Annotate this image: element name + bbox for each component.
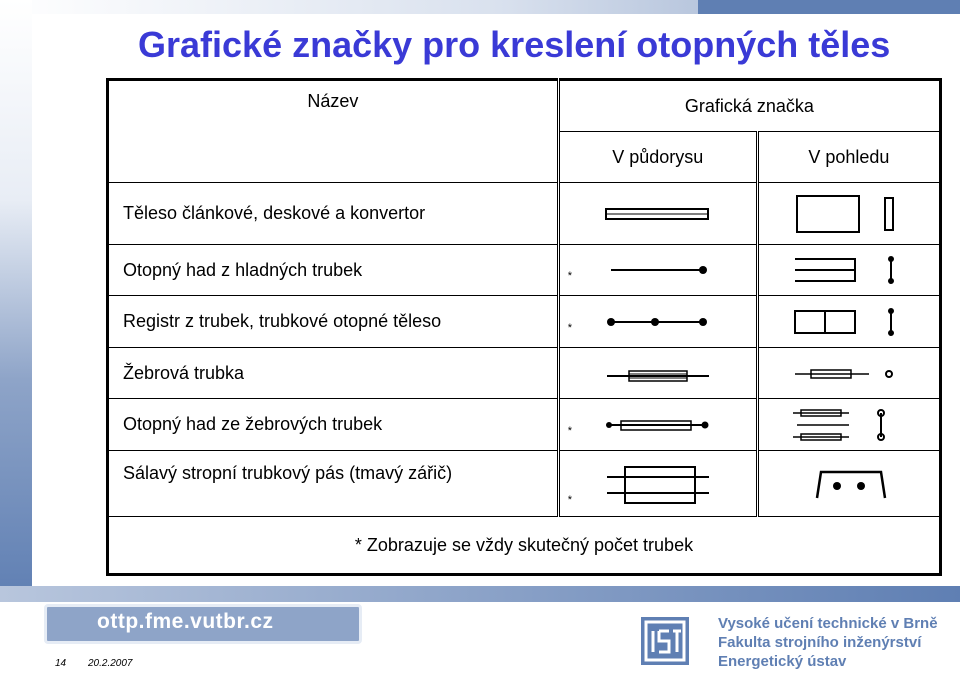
view-symbol-cell	[757, 245, 940, 296]
radiant-strip-plan-symbol	[603, 459, 713, 509]
table-row	[108, 296, 941, 348]
view-symbol-cell	[757, 399, 940, 451]
page-number: 14	[55, 658, 67, 669]
plan-symbol-cell	[558, 451, 757, 517]
university-logo-icon	[640, 616, 690, 666]
institution-block	[718, 614, 938, 671]
table-row	[108, 245, 941, 296]
finned-coil-view-symbol	[789, 407, 909, 443]
pipe-register-plan-symbol	[603, 312, 713, 332]
radiant-strip-view-symbol	[789, 464, 909, 504]
note-marker: *	[567, 424, 573, 437]
table-row	[108, 348, 941, 399]
note-marker: *	[567, 321, 573, 334]
finned-tube-plan-symbol	[603, 362, 713, 384]
institution-university: Vysoké učení technické v Brně	[718, 615, 938, 632]
table-row	[108, 451, 941, 517]
table-footnote: * Zobrazuje se vždy skutečný počet trubek	[108, 517, 941, 575]
institution-department: Energetický ústav	[718, 653, 847, 670]
row-name: Otopný had ze žebrových trubek	[108, 399, 559, 451]
header-view: V pohledu	[757, 132, 940, 183]
institution-faculty: Fakulta strojního inženýrství	[718, 634, 922, 651]
plan-symbol-cell	[558, 183, 757, 245]
plan-symbol-cell	[558, 399, 757, 451]
note-marker: *	[567, 493, 573, 506]
view-symbol-cell	[757, 296, 940, 348]
slide-title: Grafické značky pro kreslení otopných těles	[138, 24, 891, 65]
row-name: Registr z trubek, trubkové otopné těleso	[108, 296, 559, 348]
view-symbol-cell	[757, 183, 940, 245]
finned-tube-view-symbol	[789, 362, 909, 384]
plan-symbol-cell	[558, 348, 757, 399]
frame-left-decoration	[0, 0, 32, 600]
table-row	[108, 183, 941, 245]
row-name: Žebrová trubka	[108, 348, 559, 399]
finned-coil-plan-symbol	[603, 414, 713, 436]
header-name: Název	[108, 80, 559, 183]
symbol-table	[106, 78, 942, 576]
header-plan: V půdorysu	[558, 132, 757, 183]
radiator-plan-symbol	[603, 204, 713, 224]
pipe-register-view-symbol	[789, 305, 909, 339]
note-marker: *	[567, 270, 573, 282]
footer-url[interactable]: ottp.fme.vutbr.cz	[97, 610, 274, 633]
plan-symbol-cell	[558, 296, 757, 348]
view-symbol-cell	[757, 451, 940, 517]
row-name: Sálavý stropní trubkový pás (tmavý zářič)	[108, 451, 559, 517]
radiator-view-symbol	[789, 192, 909, 236]
smooth-coil-plan-symbol	[603, 260, 713, 280]
row-name: Otopný had z hladných trubek	[108, 245, 559, 296]
table-row	[108, 399, 941, 451]
footer-strip-decoration	[0, 586, 960, 602]
table-note-row	[108, 517, 941, 575]
footer-url-box	[44, 604, 362, 644]
table-header-row	[108, 80, 941, 132]
plan-symbol-cell	[558, 245, 757, 296]
view-symbol-cell	[757, 348, 940, 399]
header-symbol: Grafická značka	[558, 80, 940, 132]
slide-date: 20.2.2007	[88, 658, 133, 669]
smooth-coil-view-symbol	[789, 253, 909, 287]
row-name: Těleso článkové, deskové a konvertor	[108, 183, 559, 245]
